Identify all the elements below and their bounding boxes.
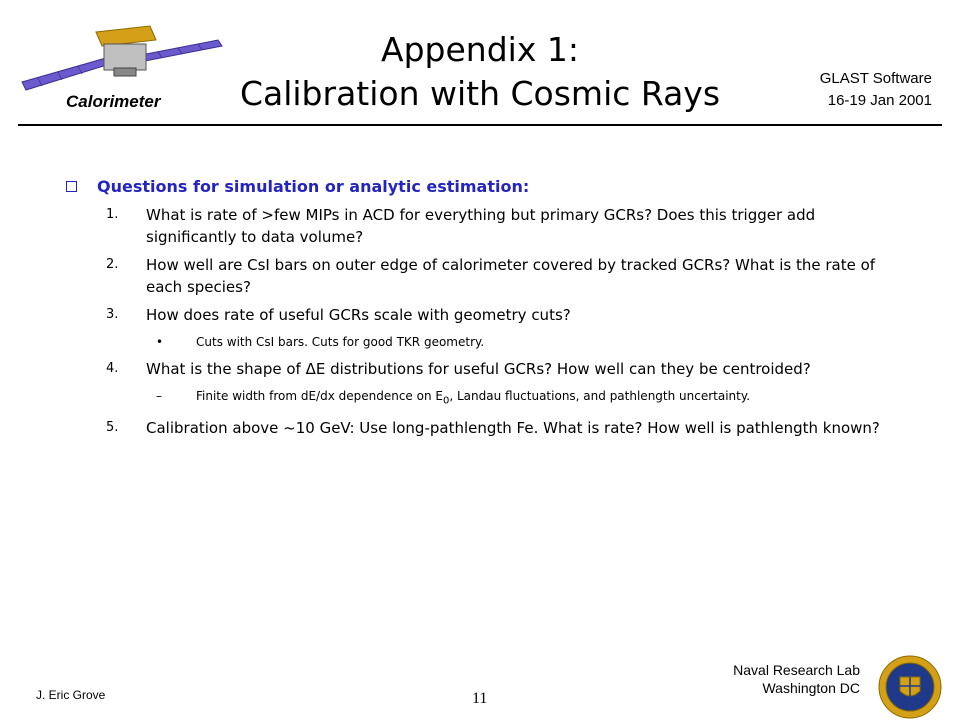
item-text: How well are CsI bars on outer edge of calorimeter covered by tracked GCRs? What is the rate of each species? <box>146 256 876 296</box>
list-item <box>64 254 894 298</box>
item-text: How does rate of useful GCRs scale with geometry cuts? <box>146 306 571 324</box>
slide-content <box>64 176 894 445</box>
org-line-2: Washington DC <box>762 680 860 696</box>
conference-dates: 16-19 Jan 2001 <box>827 92 932 109</box>
section-heading <box>64 176 894 198</box>
item-text-before: What is the shape of <box>146 360 306 378</box>
list-item <box>64 417 894 439</box>
delta-symbol: Δ <box>305 360 316 378</box>
header-divider <box>18 124 942 126</box>
section-heading-text: Questions for simulation or analytic estimation: <box>97 177 530 196</box>
item-number: 2. <box>106 257 119 272</box>
page-number: 11 <box>472 690 488 707</box>
list-item <box>64 358 894 380</box>
item-number: 3. <box>106 307 119 322</box>
author: J. Eric Grove <box>36 688 106 702</box>
sub-item-text: Cuts with CsI bars. Cuts for good TKR geometry. <box>196 335 485 349</box>
item-text: Calibration above ~10 GeV: Use long-pathlength Fe. What is rate? How well is pathlength known? <box>146 419 880 438</box>
title-line-2: Calibration with Cosmic Rays <box>239 74 721 113</box>
page-title <box>225 28 735 116</box>
logo-label: Calorimeter <box>66 92 161 111</box>
org-line-1: Naval Research Lab <box>733 662 860 678</box>
square-bullet-icon <box>66 181 77 192</box>
subscript: 0 <box>442 395 450 407</box>
organization <box>733 661 860 697</box>
title-line-1: Appendix 1: <box>381 30 579 69</box>
question-list <box>64 204 894 439</box>
item-text: What is rate of >few MIPs in ACD for everything but primary GCRs? Does this trigger add significantly to data volume? <box>146 206 816 246</box>
item-number: 5. <box>106 420 119 436</box>
dash-icon: – <box>156 389 162 403</box>
bullet-icon: • <box>156 335 164 349</box>
item-text <box>146 358 894 380</box>
sub-item <box>64 332 894 352</box>
conference-info <box>820 68 932 112</box>
glast-satellite-logo <box>18 10 228 105</box>
item-number: 4. <box>106 361 119 376</box>
item-text-after: E distributions for useful GCRs? How well can they be centroided? <box>315 360 811 378</box>
sub-item-text <box>196 386 894 411</box>
nrl-seal-icon <box>878 655 942 719</box>
list-item <box>64 304 894 326</box>
item-number: 1. <box>106 207 119 222</box>
list-item <box>64 204 894 248</box>
sub-item <box>64 386 894 411</box>
sub-text-before: Finite width from dE/dx dependence on E <box>196 389 443 403</box>
sub-text-after: , Landau fluctuations, and pathlength uncertainty. <box>449 389 751 403</box>
conference-name: GLAST Software <box>819 70 932 87</box>
